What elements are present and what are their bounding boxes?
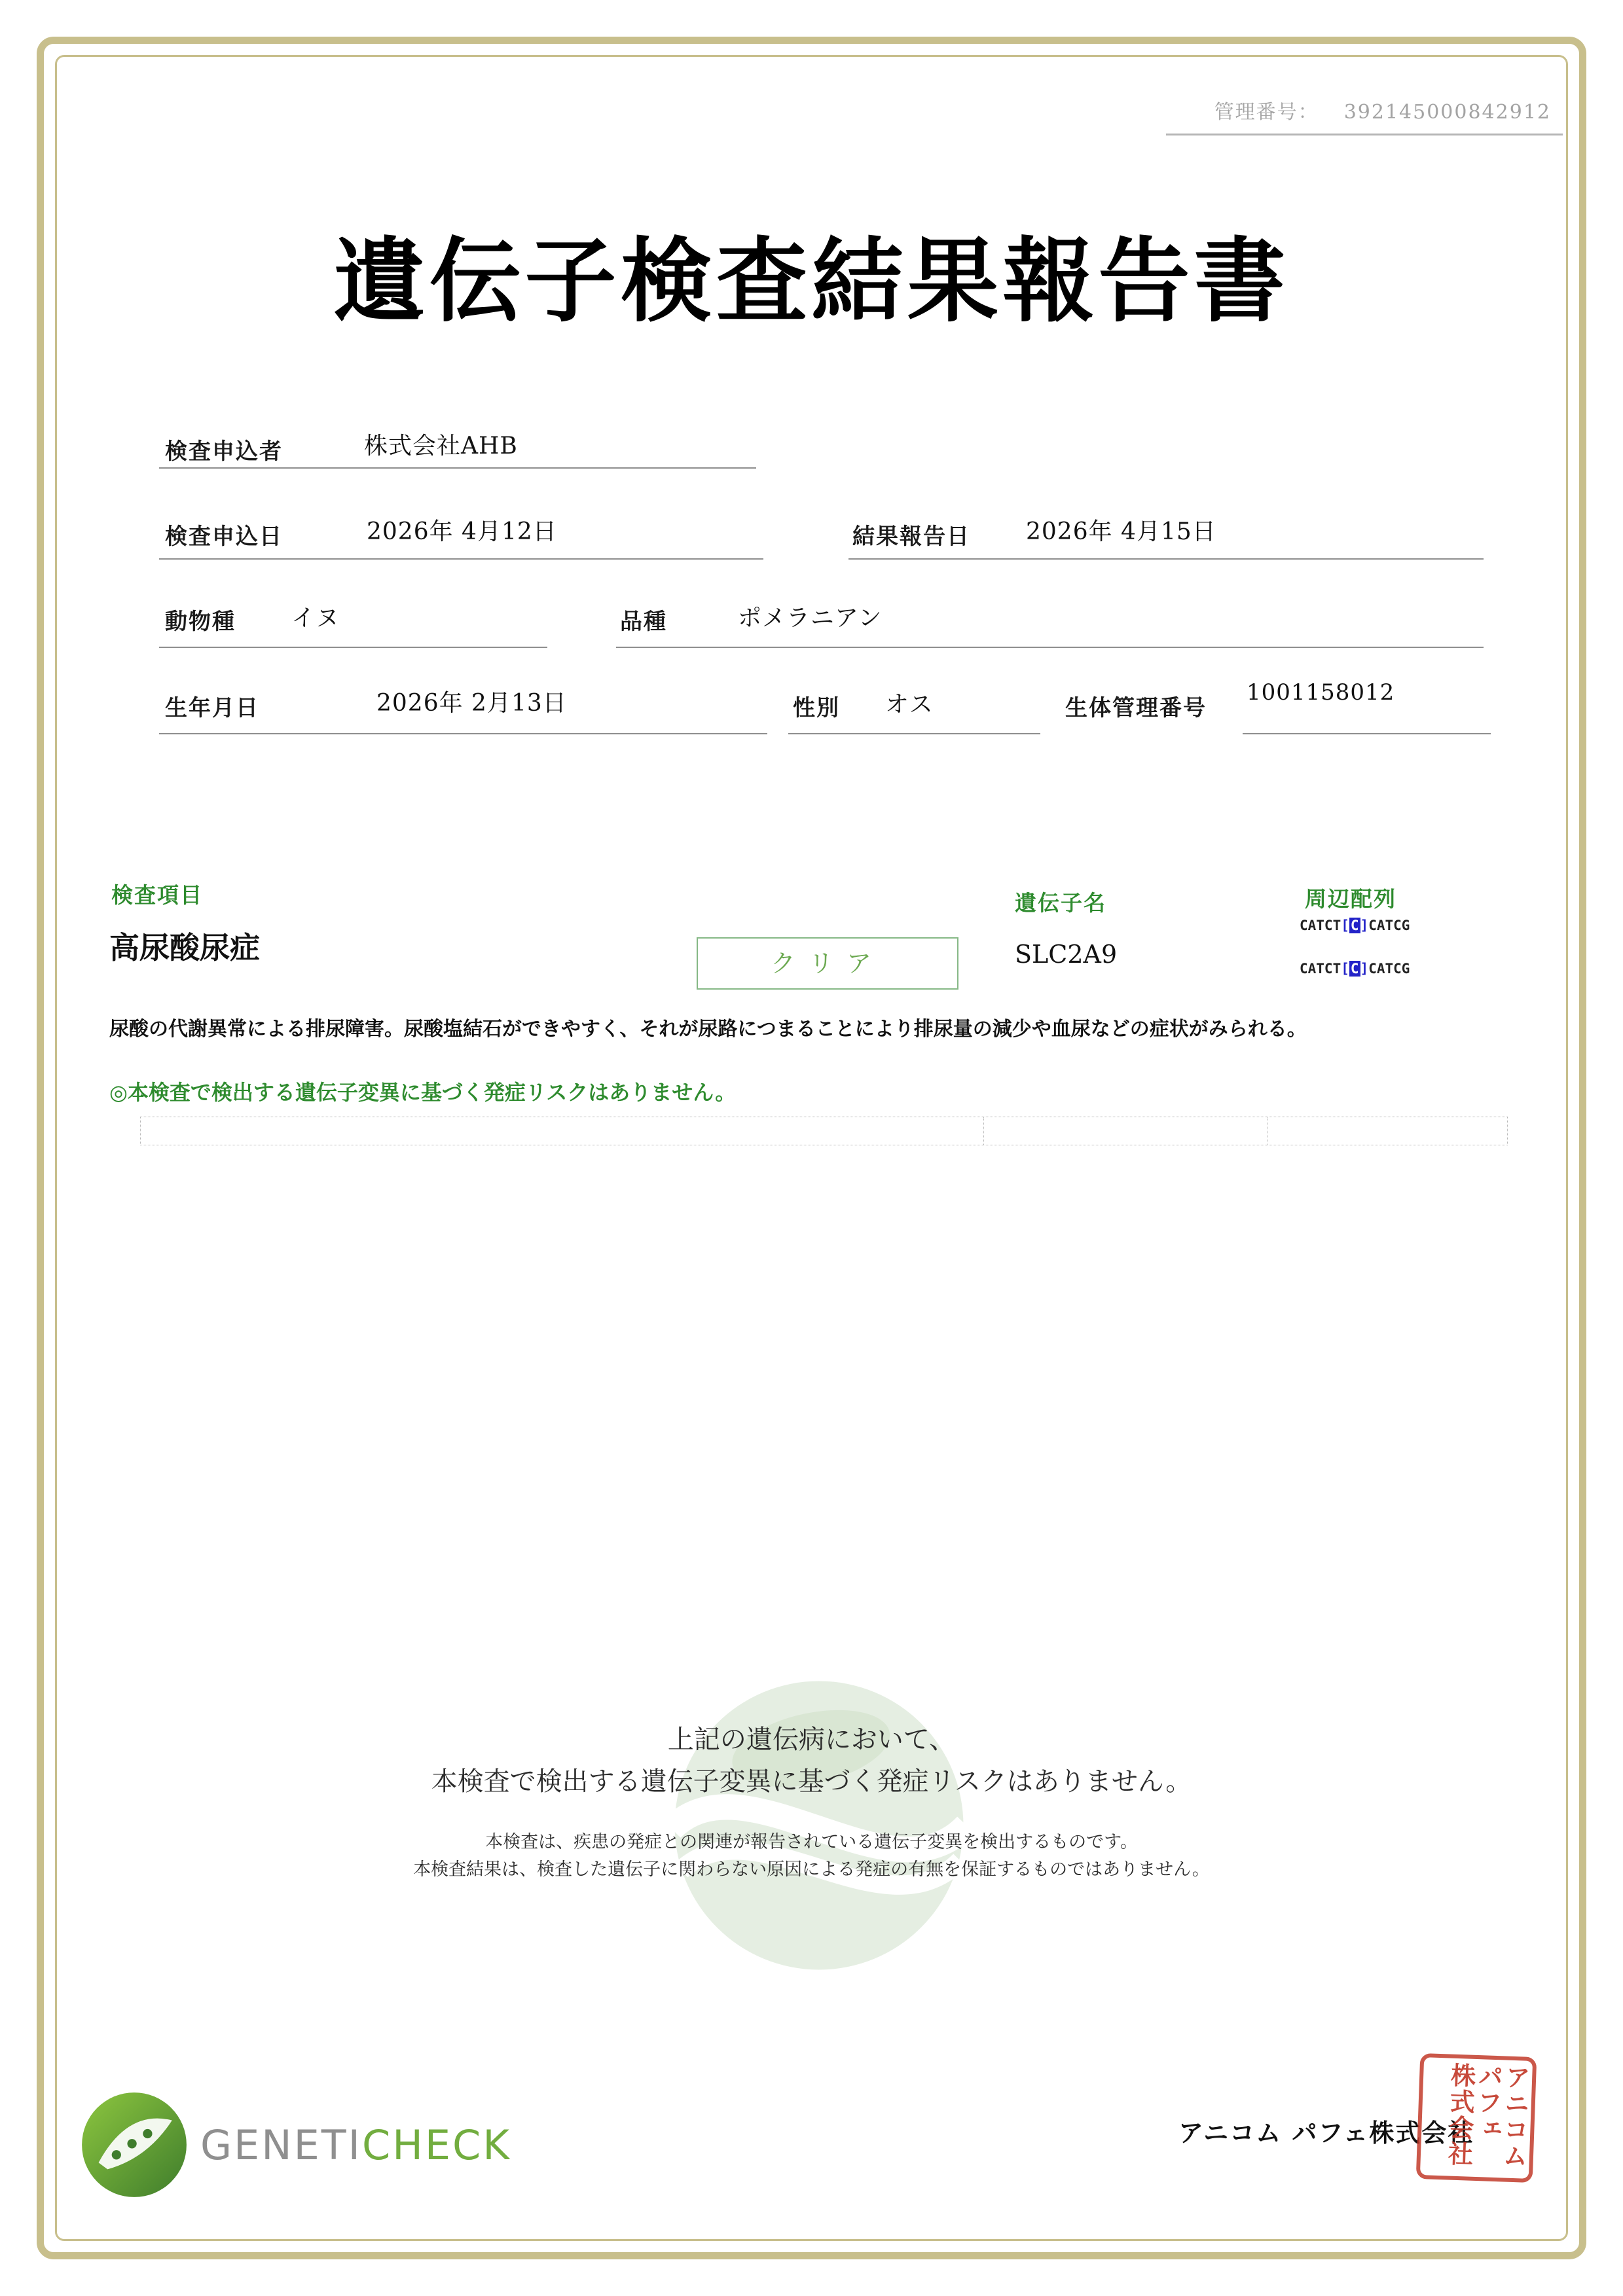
risk-note: ◎本検査で検出する遺伝子変異に基づく発症リスクはありません。 xyxy=(109,1080,737,1105)
species-underline xyxy=(159,647,547,648)
empty-result-row xyxy=(140,1117,1508,1145)
disease-description: 尿酸の代謝異常による排尿障害。尿酸塩結石ができやすく、それが尿路につまることにより排尿量の減少や血尿などの症状がみられる。 xyxy=(109,1018,1307,1041)
flanking-sequence-line-2 xyxy=(1300,961,1410,977)
species-value: イヌ xyxy=(291,605,340,632)
sequence-bracket-close: ] xyxy=(1360,961,1369,977)
geneticheck-logo-text xyxy=(200,2121,511,2169)
company-seal-stamp xyxy=(1416,2053,1537,2183)
empty-result-row-divider xyxy=(983,1117,984,1145)
sex-value: オス xyxy=(885,691,934,718)
sequence-bracket-close: ] xyxy=(1360,918,1369,933)
summary-line-2: 本検査で検出する遺伝子変異に基づく発症リスクはありません。 xyxy=(431,1767,1192,1797)
applicant-label: 検査申込者 xyxy=(165,439,283,465)
seal-column: アニコム xyxy=(1498,2064,1531,2170)
applicant-value: 株式会社AHB xyxy=(364,433,518,459)
report-title: 遺伝子検査結果報告書 xyxy=(333,228,1290,335)
seal-column: 株式会社 xyxy=(1443,2062,1477,2168)
sequence-bracket-open: [ xyxy=(1341,918,1349,933)
gene-name-header: 遺伝子名 xyxy=(1015,890,1106,916)
sequence-prefix: CATCT xyxy=(1300,918,1341,933)
management-number-underline xyxy=(1166,134,1563,135)
summary-note-1: 本検査は、疾患の発症との関連が報告されている遺伝子変異を検出するものです。 xyxy=(485,1832,1138,1852)
sequence-variant-base: C xyxy=(1350,918,1359,933)
summary-note-2: 本検査結果は、検査した遺伝子に関わらない原因による発症の有無を保証するものではありません。 xyxy=(413,1859,1210,1880)
breed-value: ポメラニアン xyxy=(738,605,883,632)
bio-id-value: 1001158012 xyxy=(1247,679,1395,706)
breed-underline xyxy=(616,647,1484,648)
apply-date-value: 2026年 4月12日 xyxy=(367,518,557,545)
sequence-suffix: CATCG xyxy=(1368,961,1410,977)
test-item-header: 検査項目 xyxy=(111,882,203,908)
test-item-name: 高尿酸尿症 xyxy=(109,930,260,965)
geneticheck-watermark-logo xyxy=(659,1665,979,1986)
company-name: アニコム パフェ株式会社 xyxy=(1178,2118,1474,2147)
apply-date-label: 検査申込日 xyxy=(165,524,283,550)
logo-text-gray: GENETI xyxy=(200,2121,362,2169)
flanking-sequence-line-1 xyxy=(1300,918,1410,933)
summary-line-1: 上記の遺伝病において、 xyxy=(667,1725,956,1755)
geneticheck-logo-icon xyxy=(79,2089,190,2200)
seal-column: パフェ xyxy=(1471,2062,1504,2143)
bio-id-underline xyxy=(1243,733,1491,734)
bio-id-label: 生体管理番号 xyxy=(1065,695,1207,721)
sequence-variant-base: C xyxy=(1350,961,1359,977)
birth-date-underline xyxy=(159,733,767,734)
sex-underline xyxy=(788,733,1040,734)
birth-date-label: 生年月日 xyxy=(165,695,259,721)
sequence-prefix: CATCT xyxy=(1300,961,1341,977)
sequence-suffix: CATCG xyxy=(1368,918,1410,933)
birth-date-value: 2026年 2月13日 xyxy=(376,690,567,717)
gene-name-value: SLC2A9 xyxy=(1015,940,1118,969)
result-status-badge: クリア xyxy=(697,937,958,990)
management-number-label: 管理番号： xyxy=(1214,101,1319,124)
management-number-value: 392145000842912 xyxy=(1343,101,1551,124)
flanking-sequence-header: 周辺配列 xyxy=(1305,886,1396,912)
logo-text-green: CHECK xyxy=(361,2121,511,2169)
report-date-value: 2026年 4月15日 xyxy=(1026,518,1216,545)
species-label: 動物種 xyxy=(165,609,236,635)
report-date-underline xyxy=(848,558,1484,560)
geneticheck-logo xyxy=(79,2089,511,2200)
management-number-block xyxy=(1214,96,1551,124)
applicant-underline xyxy=(159,467,756,469)
sex-label: 性別 xyxy=(793,695,840,721)
breed-label: 品種 xyxy=(620,609,667,635)
report-date-label: 結果報告日 xyxy=(852,524,970,550)
apply-date-underline xyxy=(159,558,763,560)
sequence-bracket-open: [ xyxy=(1341,961,1349,977)
